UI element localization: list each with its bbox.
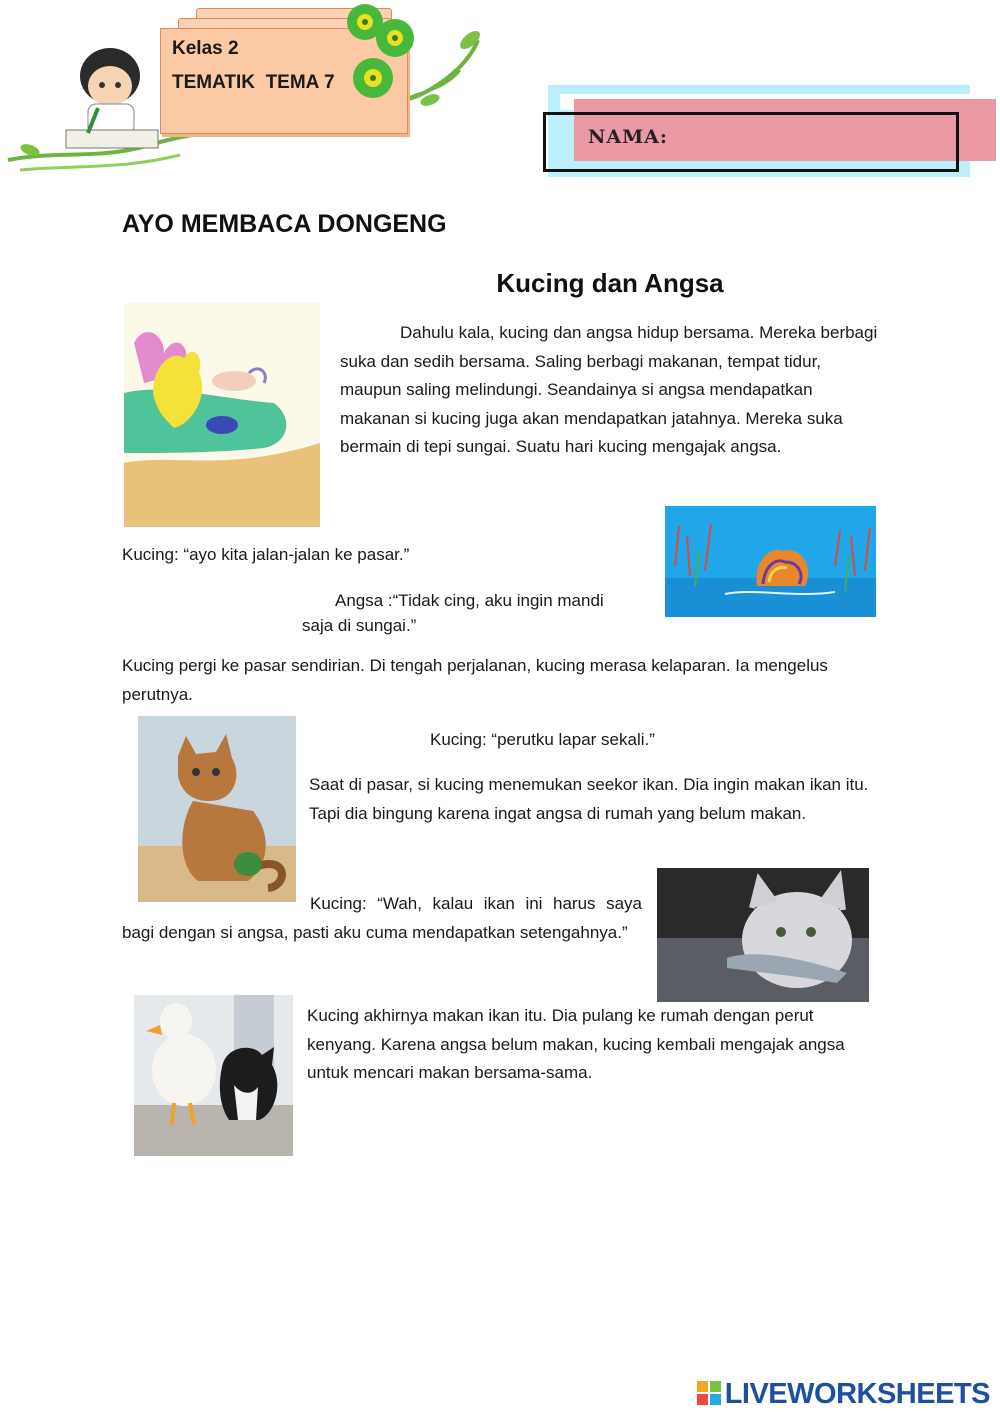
theme-label: TEMATIK TEMA 7	[172, 72, 335, 93]
paragraph-3: Saat di pasar, si kucing menemukan seekor ikan. Dia ingin makan ikan itu. Tapi dia bingung karena ingat angsa di rumah yang belum makan.	[309, 775, 869, 823]
liveworksheets-logo-icon	[697, 1381, 721, 1405]
flower-icon	[353, 58, 393, 98]
flower-icon	[376, 19, 414, 57]
cat-dialogue-1: Kucing: “ayo kita jalan-jalan ke pasar.”	[122, 545, 410, 564]
student-writing-illustration	[58, 38, 166, 153]
goose-dialogue-line-1: Angsa :“Tidak cing, aku ingin mandi	[335, 591, 604, 610]
page-heading: AYO MEMBACA DONGENG	[122, 210, 447, 238]
cat-dialogue-3	[122, 890, 642, 947]
cat-dialogue-3-text: Kucing: “Wah, kalau ikan ini harus saya bagi dengan si angsa, pasti aku cuma mendapatkan setengahnya.”	[122, 894, 642, 942]
intro-text: Dahulu kala, kucing dan angsa hidup bersama. Mereka berbagi suka dan sedih bersama. Saling berbagi makanan, tempat tidur, maupun saling melindungi. Seandainya si angsa mendapatkan makanan si kucing juga akan mendapatkan jatahnya. Mereka suka bermain di tepi sungai. Suatu hari kucing mengajak angsa.	[340, 323, 878, 456]
flower-decoration	[335, 0, 425, 110]
kitten-eating-fish-photo	[657, 868, 869, 1002]
story-title: Kucing dan Angsa	[496, 268, 724, 298]
cat-dialogue-2: Kucing: “perutku lapar sekali.”	[430, 730, 655, 749]
goose-dialogue-line-2: saja di sungai.”	[302, 616, 417, 635]
story-intro-paragraph	[340, 319, 880, 462]
paragraph-2: Kucing pergi ke pasar sendirian. Di tengah perjalanan, kucing merasa kelaparan. Ia mengelus perutnya.	[122, 656, 828, 704]
cat-and-goose-riverside-picture	[124, 303, 320, 527]
duck-and-cat-photo	[134, 995, 293, 1156]
name-label: NAMA:	[588, 126, 668, 148]
hungry-cat-picture	[138, 716, 296, 902]
class-label: Kelas 2	[172, 38, 239, 59]
liveworksheets-watermark: LIVEWORKSHEETS	[724, 1378, 990, 1410]
goose-bathing-picture	[665, 506, 876, 617]
paragraph-4: Kucing akhirnya makan ikan itu. Dia pulang ke rumah dengan perut kenyang. Karena angsa belum makan, kucing kembali mengajak angsa untuk mencari makan bersama-sama.	[307, 1006, 845, 1082]
